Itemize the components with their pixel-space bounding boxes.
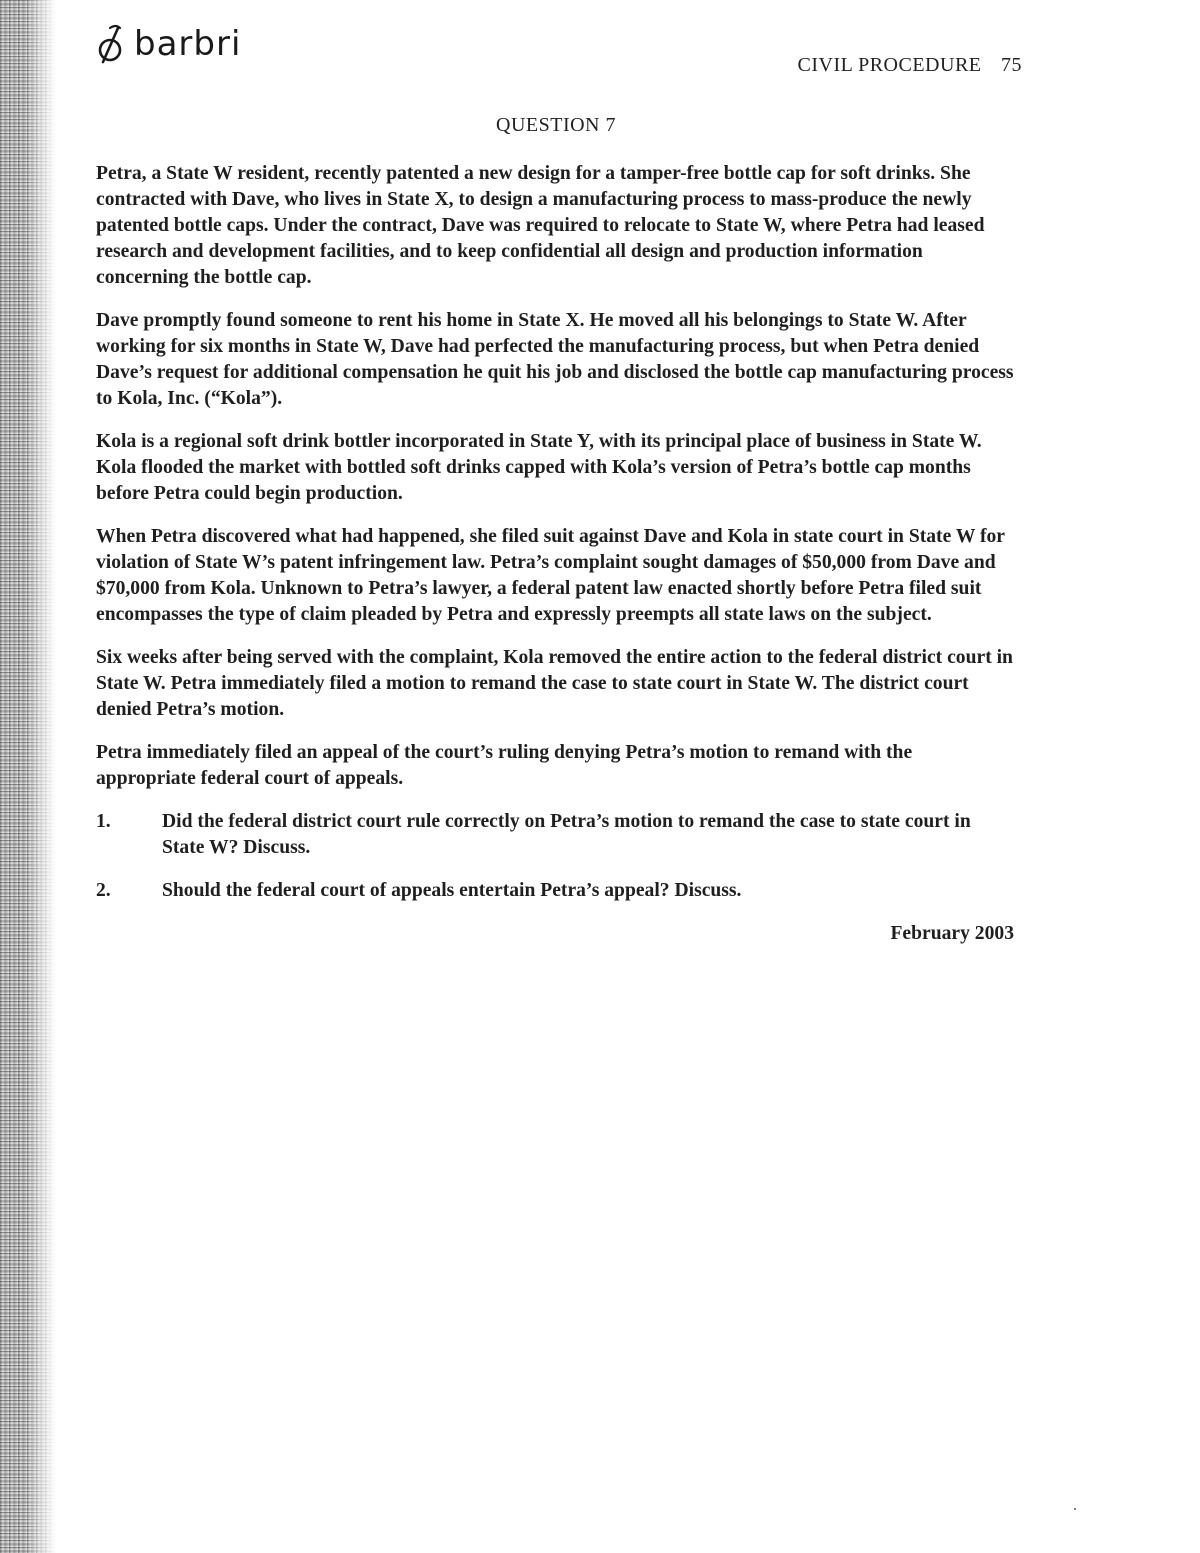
question-title: QUESTION 7	[496, 114, 616, 136]
fact-paragraph-3: Kola is a regional soft drink bottler incorporated in State Y, with its principal place of business in State W. Kola flooded the market with bottled soft drinks capped with Kola’s version of Petra’s bottle cap months before Petra could begin production.	[96, 431, 982, 504]
page-number: 75	[1001, 54, 1022, 76]
running-head	[798, 54, 1022, 77]
scan-edge-noise	[0, 0, 56, 1553]
call-question-number: 1.	[96, 811, 111, 832]
logo-wordmark: barbri	[134, 24, 242, 64]
call-question-text: Did the federal district court rule correctly on Petra’s motion to remand the case to state court in State W? Discuss.	[162, 811, 971, 858]
barbri-logo	[96, 22, 241, 66]
barbri-logo-icon	[96, 22, 126, 66]
fact-paragraph-2: Dave promptly found someone to rent his home in State X. He moved all his belongings to State W. After working for six months in State W, Dave had perfected the manufacturing process, but when Petra denied Dave’s request for additional compensation he quit his job and disclosed the bottle cap manufacturing process to Kola, Inc. (“Kola”).	[96, 310, 1014, 409]
call-question-2	[96, 878, 1014, 904]
fact-paragraph-1: Petra, a State W resident, recently patented a new design for a tamper-free bottle cap for soft drinks. She contracted with Dave, who lives in State X, to design a manufacturing process to mass-produce the newly patented bottle caps. Under the contract, Dave was required to relocate to State W, where Petra had leased research and development facilities, and to keep confidential all design and production information concerning the bottle cap.	[96, 163, 985, 288]
call-question-number: 2.	[96, 880, 111, 901]
fact-paragraph-4: When Petra discovered what had happened, she filed suit against Dave and Kola in state court in State W for violation of State W’s patent infringement law. Petra’s complaint sought damages of $50,000 from Dave and $70,000 from Kola. Unknown to Petra’s lawyer, a federal patent law enacted shortly before Petra filed suit encompasses the type of claim pleaded by Petra and expressly preempts all state laws on the subject.	[96, 526, 1005, 625]
fact-paragraph-6: Petra immediately filed an appeal of the court’s ruling denying Petra’s motion to remand with the appropriate federal court of appeals.	[96, 742, 913, 789]
call-question-1	[96, 809, 1014, 861]
scan-speck	[1074, 1508, 1076, 1510]
running-head-title: CIVIL PROCEDURE	[797, 54, 982, 76]
question-body	[96, 161, 1014, 947]
fact-paragraph-5: Six weeks after being served with the complaint, Kola removed the entire action to the federal district court in State W. Petra immediately filed a motion to remand the case to state court in State W. The district court denied Petra’s motion.	[96, 647, 1013, 720]
exam-date: February 2003	[890, 923, 1014, 944]
call-question-text: Should the federal court of appeals entertain Petra’s appeal? Discuss.	[162, 880, 742, 901]
